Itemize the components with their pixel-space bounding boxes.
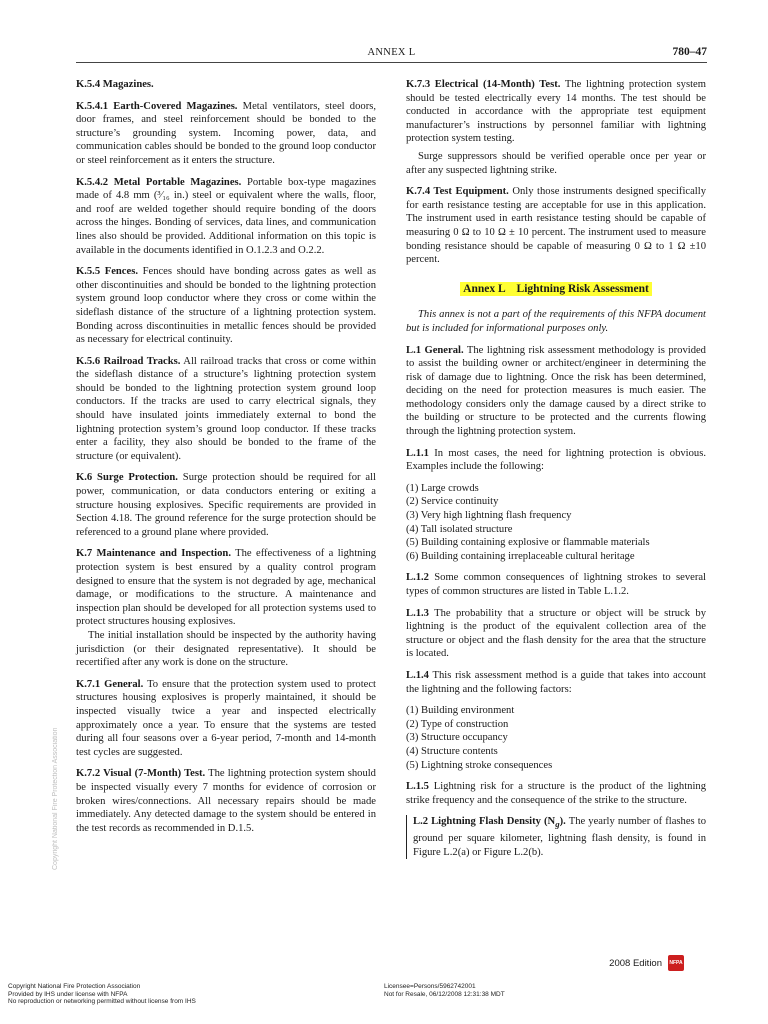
list-item: (4) Structure contents — [406, 745, 498, 757]
para-k6: K.6 Surge Protection. Surge protection should be required for all power, communication, or data conductors entering or exiting a structure housing explosives. Specific requirements are provided in Section 4.18. The ground reference for the surge protection should be referenced to a ground plane where provided. — [76, 472, 376, 538]
para-k74: K.7.4 Test Equipment. Only those instruments designed specifically for earth resistance testing are acceptable for use in this application. The instrument used in earth resistance testing should be capable of measuring 0 Ω to 10 Ω ± 10 percent. The instrument used to measure bonding resistance should be capable of measuring 0 Ω to 1 Ω ±10 percent. — [406, 186, 706, 266]
running-header — [76, 44, 707, 63]
para-k56: K.5.6 Railroad Tracks. All railroad tracks that cross or come within the sideflash distance of a structure’s lightning protection system should be bonded to the lightning protection system ground loop conductors. If the tracks are used to carry electrical signals, they should have insulated joints immediately external to bond the lightning protection system’s ground loop conductor. If these tracks enter a facility, they also should be bonded to the frame of the structure (or equivalent). — [76, 355, 376, 462]
list-item: (5) Building containing explosive or flammable materials — [406, 537, 650, 549]
list-item: (5) Lightning stroke consequences — [406, 759, 553, 771]
footer-line: Copyright National Fire Protection Association — [8, 983, 141, 990]
list-item: (1) Large crowds — [406, 482, 479, 494]
annex-note: This annex is not a part of the requirements of this NFPA document but is included for informational purposes only. — [406, 309, 706, 334]
list-item: (2) Type of construction — [406, 718, 509, 730]
list-item: (3) Very high lightning flash frequency — [406, 510, 572, 522]
para-k73: K.7.3 Electrical (14-Month) Test. The lightning protection system should be tested electrically every 14 months. The test should be conducted in accordance with the appropriate test equipment manufacturer’s instructions by personnel familiar with lightning protection system testing. — [406, 79, 706, 145]
para-k7: K.7 Maintenance and Inspection. The effectiveness of a lightning protection system is best ensured by a quality control program designed to ensure that the system is not degraded by age, mechanical damage, or modifications to the structure. A maintenance and inspection plan should be developed for all protection systems used to protect structures housing explosives. — [76, 548, 376, 628]
side-watermark: Copyright National Fire Protection Association — [52, 727, 59, 870]
para-l15: L.1.5 Lightning risk for a structure is the product of the lightning strike frequency and the consequence of the strike to the structure. — [406, 781, 706, 806]
para-l13: L.1.3 The probability that a structure or object will be struck by lightning is the product of the equivalent collection area of the structure or object and the flash density for the area that the structure is located. — [406, 607, 706, 660]
header-annex: ANNEX L — [367, 47, 416, 58]
nfpa-logo-icon: NFPA — [668, 955, 684, 971]
footer-line: Not for Resale, 06/12/2008 12:31:38 MDT — [384, 990, 505, 998]
footer-line: Licensee=Persons/5962742001 — [384, 983, 476, 990]
para-k73-cont: Surge suppressors should be verified operable once per year or after any suspected lightning strike. — [406, 150, 706, 176]
header-page-number: 780–47 — [672, 46, 707, 58]
para-k54: K.5.4 Magazines. — [76, 79, 154, 90]
para-l1: L.1 General. The lightning risk assessment methodology is provided to assist the building owner or architect/engineer in determining the risk of damage due to lightning. Once the risk has been determined, deciding on the need for protection measures is much easier. The methodology considers only the damage caused by a direct strike to the building or structure to be protected and the currents flowing through the lightning protection system. — [406, 344, 706, 438]
footer-line: No reproduction or networking permitted without license from IHS — [8, 998, 196, 1006]
footer-license — [384, 983, 505, 998]
list-item: (4) Tall isolated structure — [406, 523, 513, 535]
list-factors — [406, 704, 706, 772]
para-k542: K.5.4.2 Metal Portable Magazines. Portable box-type magazines made of 4.8 mm (³⁄₁₆ in.) steel or equivalent where the walls, floor, and roof are welded together should require bonding of the doors across the hinges. Bonding of services, data lines, and communication lines also should be provided. Additional information on this topic is available in the documents identified in O.1.2.3 and O.2.2. — [76, 176, 376, 256]
edition-label: 2008 Edition — [609, 957, 662, 969]
footer-line: Provided by IHS under license with NFPA — [8, 990, 128, 998]
para-k71: K.7.1 General. To ensure that the protection system used to protect structures housing explosives is properly maintained, it should be inspected visually twice a year and inspected electrically approximately once a year. To ensure that the systems are tested during all four seasons over a 6-year period, 7-month and 14-month test cycles are suggested. — [76, 678, 376, 758]
footer-copyright — [8, 983, 196, 1006]
list-item: (1) Building environment — [406, 705, 515, 717]
list-item: (2) Service continuity — [406, 496, 499, 508]
annex-title: Annex L Lightning Risk Assessment — [460, 282, 652, 296]
para-l12: L.1.2 Some common consequences of lightning strokes to several types of common structures are listed in Table L.1.2. — [406, 572, 706, 597]
para-k55: K.5.5 Fences. Fences should have bonding across gates as well as other discontinuities and should be bonded to the lightning protection system ground loop conductor where they cross or come within the sideflash distance of the structure of a lightning protection system. Bonding across discontinuities in metallic fences should be provided as necessary for electrical continuity. — [76, 266, 376, 346]
list-item: (3) Structure occupancy — [406, 732, 508, 744]
edition-block — [609, 955, 684, 971]
para-k7-cont: The initial installation should be inspected by the authority having jurisdiction (or their designated representative). It should be recertified after any work is done on the structure. — [76, 629, 376, 669]
para-l14: L.1.4 This risk assessment method is a guide that takes into account the lightning and the following factors: — [406, 669, 706, 695]
left-column — [76, 78, 376, 843]
para-k72: K.7.2 Visual (7-Month) Test. The lightning protection system should be inspected visually every 7 months for evidence of corrosion or broken wires/connections. All necessary repairs should be made immediately. Any detected damage to the system should be entered in the test records as recommended in D.1.5. — [76, 768, 376, 834]
list-item: (6) Building containing irreplaceable cultural heritage — [406, 550, 635, 562]
annex-title-wrap — [406, 283, 706, 297]
para-l11: L.1.1 In most cases, the need for lightning protection is obvious. Examples include the following: — [406, 447, 706, 473]
list-examples — [406, 482, 706, 564]
para-l2: L.2 Lightning Flash Density $(N_g)$. The yearly number of flashes to ground per square kilometer, lightning flash density, is found in Figure L.2(a) or Figure L.2(b). — [406, 815, 706, 859]
para-k541: K.5.4.1 Earth-Covered Magazines. Metal ventilators, steel doors, door frames, and steel reinforcement should be bonded to the structure’s grounding system. Incoming power, data, and communication cables should be bonded to the ground loop conductor or steel reinforcement as it enters the structure. — [76, 100, 376, 166]
right-column — [406, 78, 706, 867]
